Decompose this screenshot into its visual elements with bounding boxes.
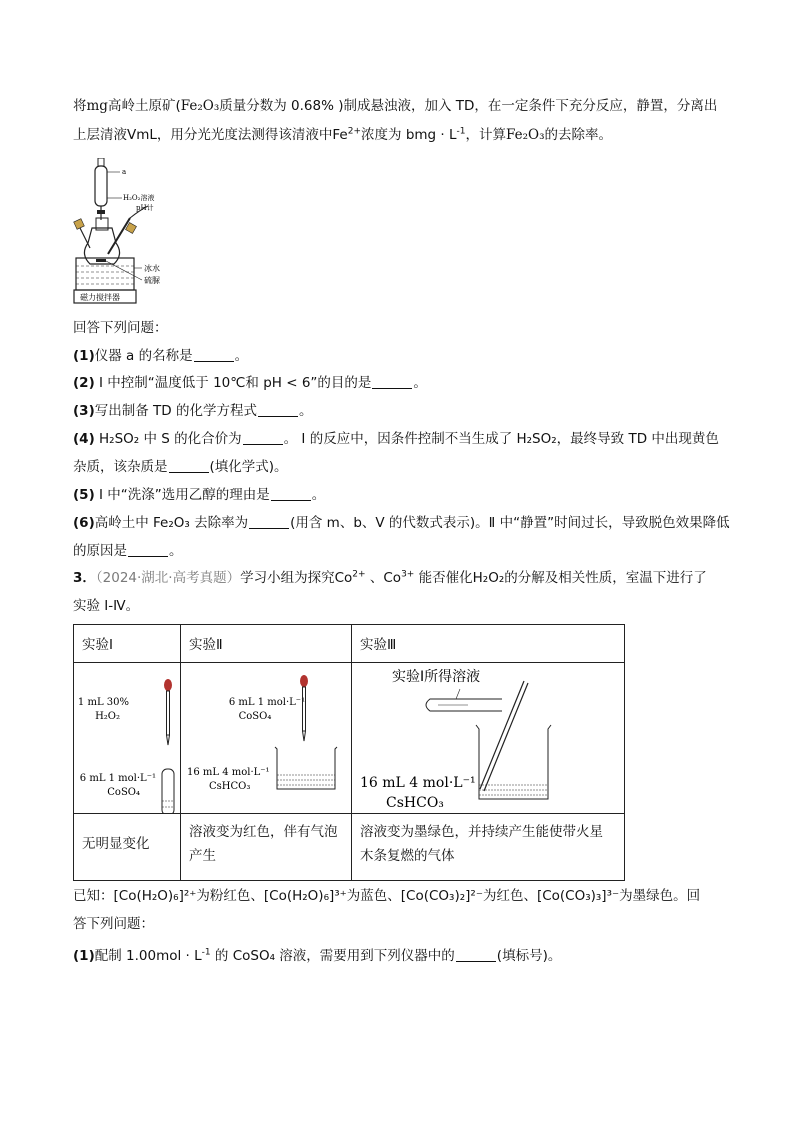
known-info-line-2: 答下列问题： (73, 916, 154, 932)
question-number: (1) (73, 348, 95, 364)
exp-2-top-label: CoSO₄ (238, 711, 272, 722)
problem-text: 、Co (365, 570, 402, 586)
question-text: (填化学式)。 (209, 459, 288, 475)
answer-blank[interactable] (258, 403, 298, 417)
exp-2-figure (181, 663, 352, 814)
exp-1-bottom-label: CoSO₄ (107, 787, 140, 798)
question-text: 的 CoSO₄ 溶液，需要用到下列仪器中的 (210, 948, 455, 964)
exp-3-result (352, 814, 625, 881)
exp-2-bottom-label: 16 mL 4 mol·L⁻¹ (187, 767, 270, 778)
exp-3-bottom-label: 16 mL 4 mol·L⁻¹ (360, 775, 476, 791)
exp-1-figure (74, 663, 181, 814)
question-6 (73, 513, 730, 533)
exp-1-top-label: H₂O₂ (95, 711, 120, 722)
problem-3-line-2: 实验 Ⅰ-Ⅳ。 (73, 598, 140, 614)
question-3 (73, 401, 312, 421)
exp-2-bottom-label: CsHCO₃ (209, 781, 251, 792)
question-text: Ⅰ 中“洗涤”选用乙醇的理由是 (94, 487, 270, 503)
answer-blank[interactable] (128, 543, 168, 557)
intro-text: 上层清液VmL，用分光光度法测得该清液中Fe (73, 127, 348, 143)
intro-text: 质量分数为 0.68% )制成悬浊液，加入 TD，在一定条件下充分反应，静置，分离出 (219, 98, 718, 114)
header-exp-3 (352, 625, 625, 663)
label-h2o2: H₂O₂溶液 (123, 194, 155, 202)
result-text: 溶液变为红色，伴有气泡产生 (189, 824, 338, 864)
intro-text: 的去除率。 (544, 127, 613, 143)
unit-exponent: -1 (201, 947, 211, 958)
label-ice-water: 冰水 (144, 264, 160, 273)
exp-1-top-label: 1 mL 30% (77, 697, 129, 708)
formula-fe2o3: Fe₂O₃ (180, 98, 220, 114)
problem-3-line-1 (73, 568, 707, 588)
question-text: 高岭土中 Fe₂O₃ 去除率为 (94, 515, 249, 531)
exp-3-top-label: 实验Ⅰ所得溶液 (392, 669, 481, 685)
question-4-line-2 (73, 457, 288, 477)
problem-source: （2024·湖北·高考真题） (95, 570, 241, 586)
question-text: H₂SO₂ 中 S 的化合价为 (94, 431, 242, 447)
question-text: 杂质，该杂质是 (73, 459, 168, 475)
answer-blank[interactable] (271, 487, 311, 501)
answer-blank[interactable] (243, 431, 283, 445)
exp-1-diagram (74, 663, 181, 813)
question-number: (1) (73, 948, 95, 964)
exp-3-bottom-label: CsHCO₃ (386, 795, 444, 811)
question-text: 。 (298, 403, 313, 419)
exp-2-top-label: 6 mL 1 mol·L⁻¹ (228, 697, 306, 708)
problem-number: 3． (73, 570, 96, 586)
question-text: 的原因是 (73, 543, 127, 559)
header-label: 实验Ⅱ (189, 637, 223, 653)
intro-text: 将 (73, 98, 87, 114)
label-ph-meter: pH计 (136, 204, 154, 212)
exp-3-figure (352, 663, 625, 814)
intro-line-1 (73, 96, 717, 116)
question-text: (填标号)。 (496, 948, 562, 964)
question-6-line-2 (73, 541, 183, 561)
intro-text: 浓度为 bmg · L (361, 127, 457, 143)
answer-blank[interactable] (249, 515, 289, 529)
answer-blank[interactable] (372, 375, 412, 389)
formula-fe2o3: Fe₂O₃ (506, 127, 545, 143)
ion-charge: 2+ (347, 126, 362, 137)
question-number: (2) (73, 375, 95, 391)
dropper-bulb-icon (164, 679, 172, 691)
questions-header: 回答下列问题： (73, 320, 168, 336)
answer-blank[interactable] (194, 348, 234, 362)
header-label: 实验Ⅲ (360, 637, 397, 653)
question-number: (5) (73, 487, 95, 503)
question-text: 。 (169, 543, 183, 559)
label-thiourea: 硫脲 (144, 276, 160, 285)
intro-line-2 (73, 125, 612, 145)
intro-text: 高岭土原矿( (107, 98, 181, 114)
question-text: 。 Ⅰ 的反应中，因条件控制不当生成了 H₂SO₂，最终导致 TD 中出现黄色 (283, 431, 719, 447)
known-info-line-1: 已知：[Co(H₂O)₆]²⁺为粉红色、[Co(H₂O)₆]³⁺为蓝色、[Co(CO₃)₂]²⁻为红色、[Co(CO₃)₃]³⁻为墨绿色。回 (73, 888, 701, 904)
question-text: 。 (234, 348, 249, 364)
label-magnetic-stirrer: 磁力搅拌器 (80, 293, 120, 302)
result-text: 溶液变为墨绿色，并持续产生能使带火星木条复燃的气体 (360, 824, 603, 864)
mass-symbol: mg (86, 98, 108, 114)
answer-blank[interactable] (169, 459, 209, 473)
question-number: (4) (73, 431, 95, 447)
question-4 (73, 429, 719, 449)
problem-text: 能否催化H₂O₂的分解及相关性质，室温下进行了 (414, 570, 707, 586)
header-label: 实验Ⅰ (82, 637, 113, 653)
unit-exponent: -1 (456, 126, 466, 137)
problem-text: 学习小组为探究Co (240, 570, 353, 586)
dropper-bulb-icon (300, 675, 308, 687)
question-text: (用含 m、b、V 的代数式表示)。Ⅱ 中“静置”时间过长，导致脱色效果降低 (290, 515, 730, 531)
header-exp-1 (74, 625, 181, 663)
ion-charge: 2+ (352, 569, 366, 580)
exp-1-result (74, 814, 181, 881)
question-text: 仪器 a 的名称是 (94, 348, 193, 364)
final-question (73, 946, 561, 966)
result-text: 无明显变化 (82, 836, 150, 852)
question-text: 。 (311, 487, 326, 503)
question-text: 配制 1.00mol · L (94, 948, 202, 964)
question-5 (73, 485, 325, 505)
exp-1-bottom-label: 6 mL 1 mol·L⁻¹ (79, 773, 156, 784)
answer-blank[interactable] (456, 948, 496, 962)
exp-3-diagram (352, 663, 625, 813)
exp-2-result (181, 814, 352, 881)
ion-charge: 3+ (401, 569, 415, 580)
experiment-table (73, 624, 625, 881)
question-2 (73, 373, 427, 393)
question-text: 。 (413, 375, 427, 391)
header-exp-2 (181, 625, 352, 663)
intro-text: ，计算 (465, 127, 506, 143)
question-text: Ⅰ 中控制“温度低于 10℃和 pH < 6”的目的是 (94, 375, 372, 391)
question-text: 写出制备 TD 的化学方程式 (94, 403, 257, 419)
exp-2-diagram (181, 663, 352, 813)
question-number: (3) (73, 403, 95, 419)
question-1 (73, 346, 248, 366)
label-a: a (122, 168, 127, 176)
question-number: (6) (73, 515, 95, 531)
reaction-apparatus-figure (70, 158, 190, 306)
